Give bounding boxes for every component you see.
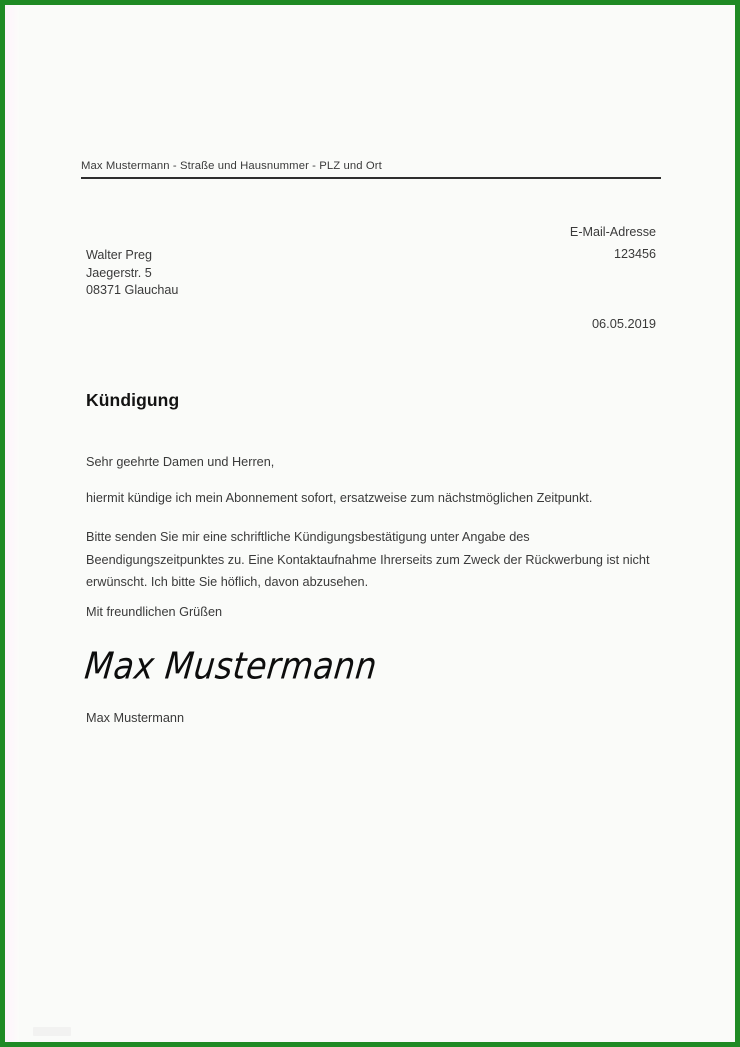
letter-paragraph-1: hiermit kündige ich mein Abonnement sofort, ersatzweise zum nächstmöglichen Zeitpunkt. [86,491,593,505]
letter-subject-heading: Kündigung [86,390,180,410]
letter-salutation: Sehr geehrte Damen und Herren, [86,455,275,469]
letter-paragraph-2: Bitte senden Sie mir eine schriftliche Kündigungsbestätigung unter Angabe des Beendigungszeitpunktes zu. Eine Kontaktaufnahme Ihrerseits zum Zweck der Rückwerbung ist nicht erwünscht. Ich bitte Sie höflich, davon abzusehen. [86,530,650,589]
sender-contact-block [356,221,656,265]
handwritten-signature: Max Mustermann [82,643,380,688]
phone-number: 123456 [613,247,656,261]
sender-return-address: Max Mustermann - Straße und Hausnummer - PLZ und Ort [81,160,382,172]
scan-artifact-smudge [33,1027,71,1036]
recipient-street: Jaegerstr. 5 [86,265,152,280]
recipient-address-block [86,247,178,300]
sender-divider-rule [81,177,661,179]
recipient-city: 08371 Glauchau [86,283,179,297]
recipient-name: Walter Preg [86,248,153,262]
letter-closing: Mit freundlichen Grüßen [86,605,223,619]
printed-signature-name: Max Mustermann [86,711,185,725]
letter-date: 06.05.2019 [591,316,656,331]
email-address-label: E-Mail-Adresse [569,225,656,239]
